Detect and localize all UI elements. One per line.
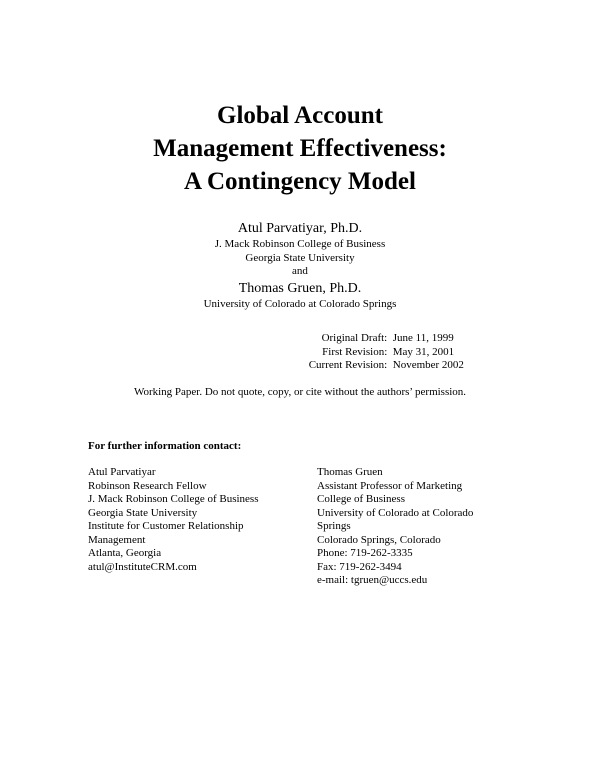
contact-line: Colorado Springs, Colorado: [317, 533, 441, 546]
author-block: [0, 219, 600, 311]
contact-column-right: [317, 466, 473, 588]
revision-value: November 2002: [392, 359, 464, 371]
working-paper-notice: Working Paper. Do not quote, copy, or cite without the authors’ permission.: [133, 386, 467, 398]
revision-value: May 31, 2001: [392, 345, 455, 358]
contact-line: J. Mack Robinson College of Business: [88, 493, 259, 505]
contact-line: College of Business: [317, 493, 405, 505]
contact-line: Georgia State University: [88, 506, 198, 519]
contact-line: Institute for Customer Relationship: [88, 520, 244, 532]
contact-line: Management: [88, 533, 146, 546]
revision-value: June 11, 1999: [392, 332, 454, 344]
revision-label: Current Revision:: [308, 359, 388, 371]
revision-label: Original Draft:: [321, 332, 388, 344]
contact-heading: For further information contact:: [88, 440, 242, 452]
author-affiliation: J. Mack Robinson College of Business: [214, 238, 386, 250]
author-name: Thomas Gruen, Ph.D.: [238, 280, 362, 296]
author-affiliation: University of Colorado at Colorado Springs: [203, 297, 397, 310]
title-line: A Contingency Model: [184, 168, 416, 195]
contact-fax: Fax: 719-262-3494: [317, 560, 402, 573]
contact-line: Thomas Gruen: [317, 466, 383, 478]
contact-line: Springs: [317, 520, 351, 532]
contact-line: Robinson Research Fellow: [88, 479, 207, 492]
revision-dates: [0, 332, 600, 373]
contact-email: e-mail: tgruen@uccs.edu: [317, 574, 428, 586]
paper-title: [0, 99, 600, 198]
author-affiliation: Georgia State University: [245, 251, 355, 264]
title-line: Global Account: [217, 102, 383, 129]
author-name: Atul Parvatiyar, Ph.D.: [237, 221, 363, 236]
revision-row: [0, 346, 600, 360]
contact-line: University of Colorado at Colorado: [317, 506, 474, 519]
contact-column-left: [88, 466, 259, 574]
contact-line: Atlanta, Georgia: [88, 547, 162, 559]
revision-row: [0, 332, 600, 346]
contact-line: Assistant Professor of Marketing: [317, 479, 463, 492]
contact-phone: Phone: 719-262-3335: [317, 547, 413, 559]
title-line: Management Effectiveness:: [153, 135, 447, 162]
revision-row: [0, 359, 600, 373]
revision-label: First Revision:: [322, 345, 388, 358]
contact-email: atul@InstituteCRM.com: [88, 560, 197, 573]
author-conjunction: and: [292, 265, 308, 277]
contact-line: Atul Parvatiyar: [88, 466, 156, 478]
